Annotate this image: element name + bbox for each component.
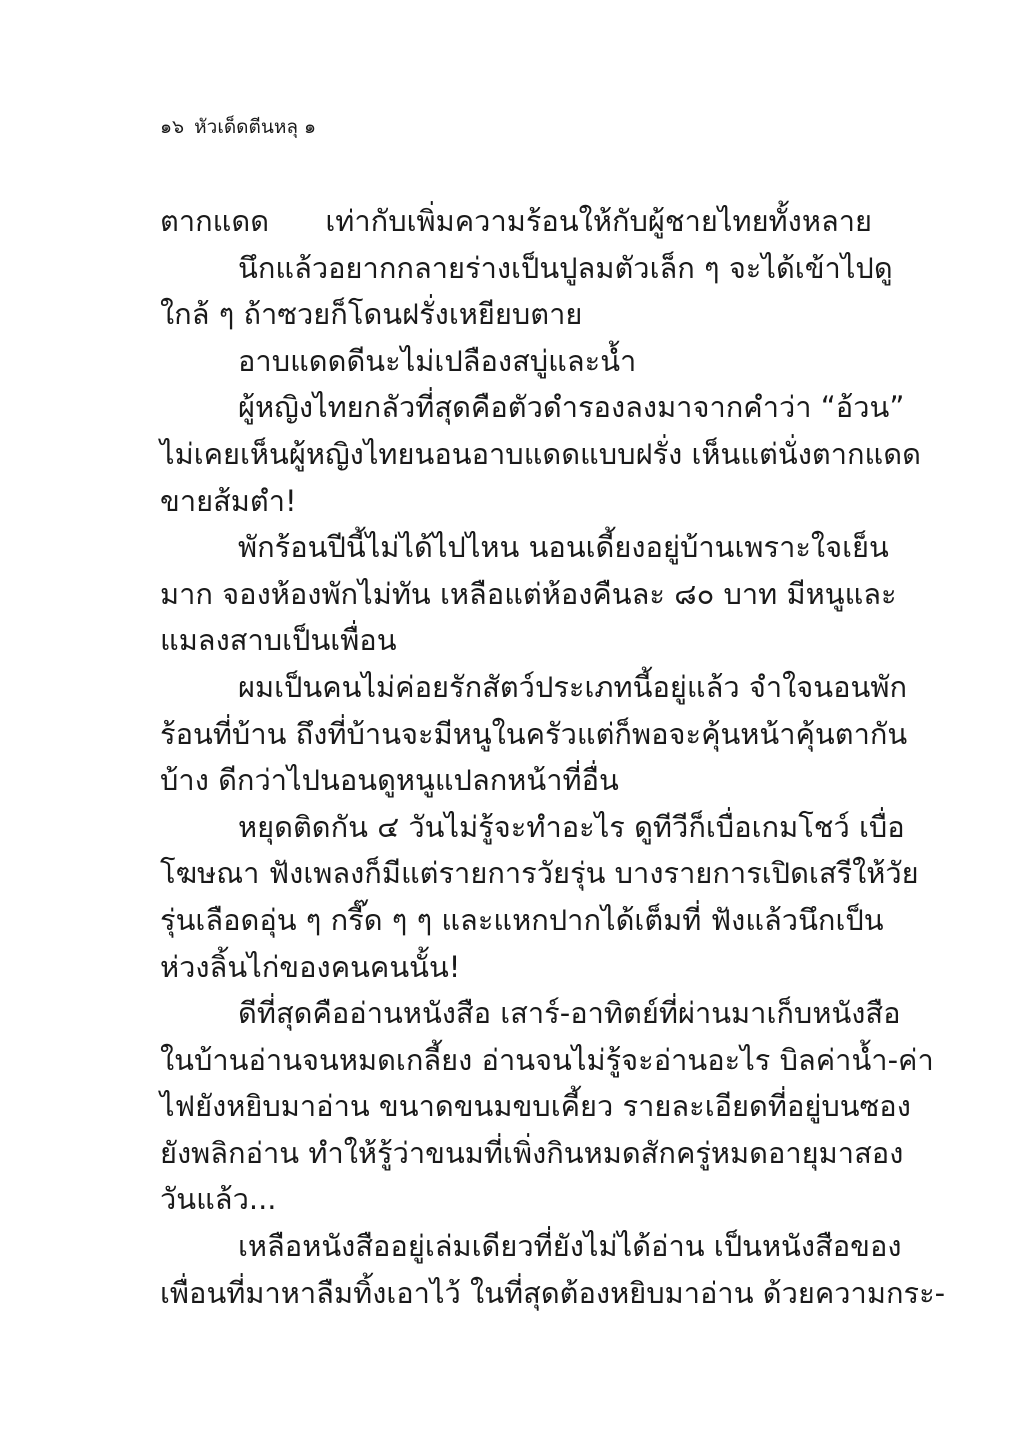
paragraph-first-line: ดีที่สุดคืออ่านหนังสือ เสาร์-อาทิตย์ที่ผ่านมาเก็บหนังสือ <box>238 996 901 1031</box>
text-line: รุ่นเลือดอุ่น ๆ กรี๊ด ๆ ๆ และแหกปากได้เต็มที่ ฟังแล้วนึกเป็น <box>160 902 884 937</box>
paragraph-single-line: อาบแดดดีนะไม่เปลืองสบู่และน้ำ <box>238 343 637 378</box>
text-line: ตากแดด เท่ากับเพิ่มความร้อนให้กับผู้ชายไทยทั้งหลาย <box>160 204 872 238</box>
text-line: ไฟยังหยิบมาอ่าน ขนาดขนมขบเคี้ยว รายละเอียดที่อยู่บนซอง <box>160 1089 911 1124</box>
paragraph-last-line: ห่วงลิ้นไก่ของคนคนนั้น! <box>160 949 461 984</box>
paragraph-last-line: ใกล้ ๆ ถ้าซวยก็โดนฝรั่งเหยียบตาย <box>160 297 583 332</box>
book-title: หัวเด็ดตีนหลุ ๑ <box>194 116 317 138</box>
text-line: ไม่เคยเห็นผู้หญิงไทยนอนอาบแดดแบบฝรั่ง เห็นแต่นั่งตากแดด <box>160 436 921 471</box>
text-line: ร้อนที่บ้าน ถึงที่บ้านจะมีหนูในครัวแต่ก็พอจะคุ้นหน้าคุ้นตากัน <box>160 716 908 751</box>
paragraph-first-line: ผมเป็นคนไม่ค่อยรักสัตว์ประเภทนี้อยู่แล้ว จำใจนอนพัก <box>238 669 908 704</box>
paragraph-first-line: พักร้อนปีนี้ไม่ได้ไปไหน นอนเดี้ยงอยู่บ้านเพราะใจเย็น <box>238 530 889 565</box>
paragraph-first-line: เหลือหนังสืออยู่เล่มเดียวที่ยังไม่ได้อ่าน เป็นหนังสือของ <box>238 1229 902 1264</box>
paragraph-last-line: วันแล้ว... <box>160 1182 277 1217</box>
text-line: ยังพลิกอ่าน ทำให้รู้ว่าขนมที่เพิ่งกินหมดสักครู่หมดอายุมาสอง <box>160 1135 904 1170</box>
text-line: เพื่อนที่มาหาลืมทิ้งเอาไว้ ในที่สุดต้องหยิบมาอ่าน ด้วยความกระ- <box>160 1275 946 1310</box>
text-line: ในบ้านอ่านจนหมดเกลี้ยง อ่านจนไม่รู้จะอ่านอะไร บิลค่าน้ำ-ค่า <box>160 1042 934 1077</box>
paragraph-last-line: บ้าง ดีกว่าไปนอนดูหนูแปลกหน้าที่อื่น <box>160 763 619 798</box>
paragraph-last-line: ขายส้มตำ! <box>160 483 297 518</box>
paragraph-first-line: ผู้หญิงไทยกลัวที่สุดคือตัวดำรองลงมาจากคำว่า “อ้วน” <box>238 390 905 425</box>
paragraph-last-line: แมลงสาบเป็นเพื่อน <box>160 623 397 658</box>
page-number: ๑๖ <box>160 116 185 138</box>
paragraph-first-line: หยุดติดกัน ๔ วันไม่รู้จะทำอะไร ดูทีวีก็เบื่อเกมโชว์ เบื่อ <box>238 809 905 844</box>
body-text <box>160 198 946 1316</box>
text-line: มาก จองห้องพักไม่ทัน เหลือแต่ห้องคืนละ ๘๐ บาท มีหนูและ <box>160 576 897 611</box>
text-line: โฆษณา ฟังเพลงก็มีแต่รายการวัยรุ่น บางรายการเปิดเสรีให้วัย <box>160 856 919 891</box>
paragraph-first-line: นึกแล้วอยากกลายร่างเป็นปูลมตัวเล็ก ๆ จะได้เข้าไปดู <box>238 250 893 285</box>
running-head <box>160 113 316 141</box>
